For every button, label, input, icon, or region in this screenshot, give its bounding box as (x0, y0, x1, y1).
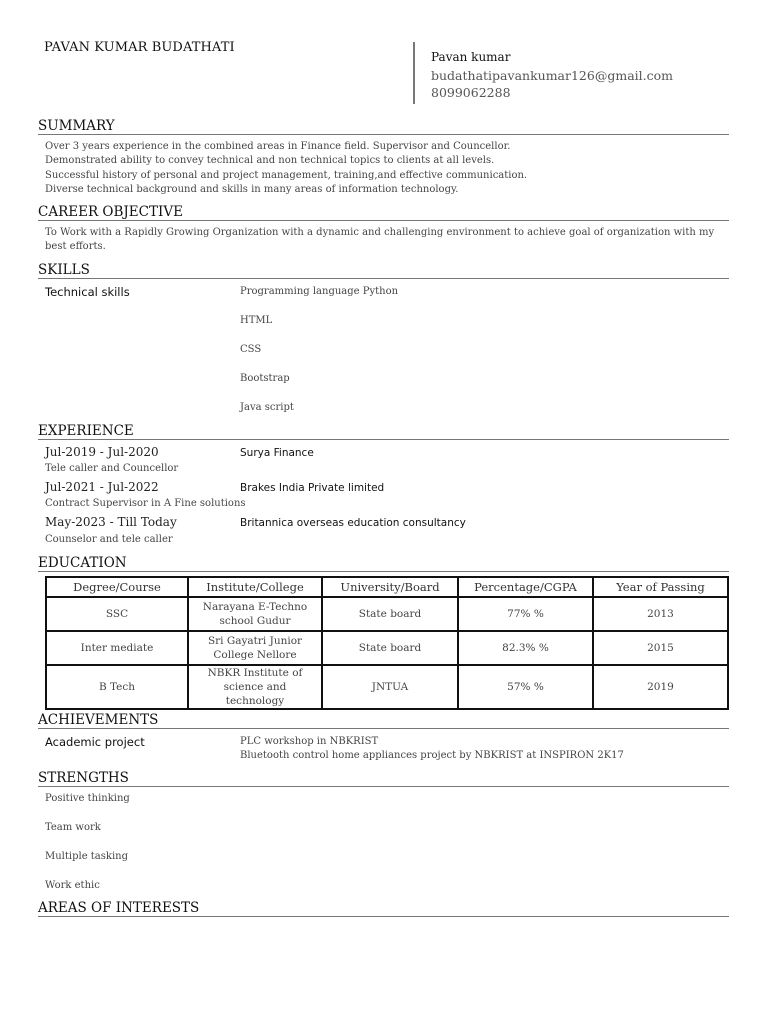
table-row (46, 665, 728, 709)
education-table (45, 576, 729, 710)
section-title-summary: SUMMARY (38, 118, 729, 135)
skills-label: Technical skills (45, 285, 130, 299)
skill-item: Programming language Python (240, 286, 399, 297)
strength-item: Work ethic (45, 880, 100, 891)
experience-dates: May-2023 - Till Today (45, 515, 177, 529)
institute-line: school Gudur (219, 615, 291, 627)
experience-company: Surya Finance (240, 447, 314, 459)
contact-block (431, 50, 673, 102)
section-title-education: EDUCATION (38, 555, 729, 572)
cell-percentage: 77% % (458, 597, 593, 631)
cell-degree: B Tech (46, 665, 188, 709)
objective-text (45, 226, 714, 255)
column-header: Institute/College (188, 577, 322, 597)
institute-line: College Nellore (213, 649, 297, 661)
experience-role: Tele caller and Councellor (45, 463, 179, 474)
section-title-interests: AREAS OF INTERESTS (38, 900, 729, 917)
section-title-achievements: ACHIEVEMENTS (38, 712, 729, 729)
column-header: University/Board (322, 577, 458, 597)
summary-line: Successful history of personal and project management, training,and effective communication. (45, 169, 528, 181)
cell-board: JNTUA (322, 665, 458, 709)
education-header-row (46, 577, 728, 597)
cell-year: 2019 (593, 665, 728, 709)
objective-line: best efforts. (45, 241, 106, 253)
cell-board: State board (322, 631, 458, 665)
experience-company: Britannica overseas education consultancy (240, 517, 466, 529)
cell-year: 2015 (593, 631, 728, 665)
cell-year: 2013 (593, 597, 728, 631)
strength-item: Team work (45, 822, 101, 833)
summary-line: Diverse technical background and skills in many areas of information technology. (45, 183, 459, 195)
header-divider (413, 42, 415, 104)
column-header: Percentage/CGPA (458, 577, 593, 597)
summary-line: Over 3 years experience in the combined areas in Finance field. Supervisor and Councellor. (45, 141, 511, 152)
cell-board: State board (322, 597, 458, 631)
cell-degree: SSC (46, 597, 188, 631)
cell-degree: Inter mediate (46, 631, 188, 665)
table-row (46, 597, 728, 631)
cell-percentage: 82.3% % (458, 631, 593, 665)
experience-role: Counselor and tele caller (45, 534, 173, 545)
summary-text (45, 140, 527, 197)
section-title-objective: CAREER OBJECTIVE (38, 204, 729, 221)
skill-item: HTML (240, 315, 273, 326)
section-title-experience: EXPERIENCE (38, 423, 729, 440)
achievement-item: PLC workshop in NBKRIST (240, 736, 379, 747)
experience-dates: Jul-2021 - Jul-2022 (45, 480, 159, 494)
objective-line: To Work with a Rapidly Growing Organization with a dynamic and challenging environment to achieve goal of organization with my (45, 227, 715, 238)
cell-institute (188, 597, 322, 631)
achievement-item: Bluetooth control home appliances project by NBKRIST at INSPIRON 2K17 (240, 750, 624, 761)
contact-email: budathatipavankumar126@gmail.com (431, 68, 673, 83)
experience-company: Brakes India Private limited (240, 482, 385, 494)
contact-name: Pavan kumar (431, 50, 511, 64)
cell-institute (188, 665, 322, 709)
resume-name: PAVAN KUMAR BUDATHATI (44, 40, 235, 55)
institute-line: Sri Gayatri Junior (207, 635, 303, 647)
skill-item: Bootstrap (240, 373, 290, 384)
institute-line: Narayana E-Techno (202, 601, 308, 613)
column-header: Year of Passing (593, 577, 728, 597)
cell-institute (188, 631, 322, 665)
skill-item: Java script (240, 402, 294, 413)
strength-item: Positive thinking (45, 793, 130, 804)
achievements-label: Academic project (45, 735, 145, 749)
contact-phone: 8099062288 (431, 85, 511, 100)
section-title-skills: SKILLS (38, 262, 729, 279)
institute-line: science and technology (223, 681, 287, 707)
experience-dates: Jul-2019 - Jul-2020 (45, 445, 159, 459)
skill-item: CSS (240, 344, 262, 355)
strength-item: Multiple tasking (45, 851, 129, 862)
experience-role: Contract Supervisor in A Fine solutions (45, 498, 246, 509)
institute-line: NBKR Institute of (207, 667, 303, 679)
section-title-strengths: STRENGTHS (38, 770, 729, 787)
table-row (46, 631, 728, 665)
column-header: Degree/Course (46, 577, 188, 597)
cell-percentage: 57% % (458, 665, 593, 709)
summary-line: Demonstrated ability to convey technical and non technical topics to clients at all levels. (45, 155, 495, 167)
